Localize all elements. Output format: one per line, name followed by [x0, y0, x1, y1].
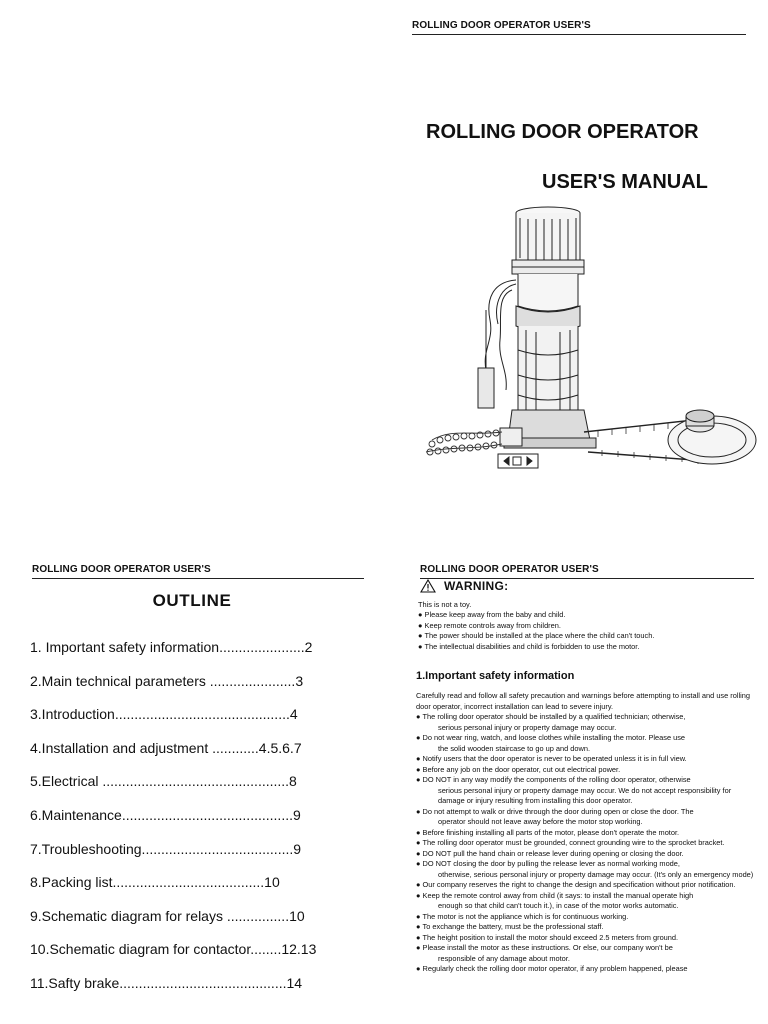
toc-item[interactable]: 2.Main technical parameters ......................3	[30, 672, 304, 689]
safety-item: ● Do not wear ring, watch, and loose clothes while installing the motor. Please use the solid wooden staircase to go up and down.	[416, 733, 758, 754]
safety-item: ● DO NOT closing the door by pulling the release lever as normal working mode, otherwise, serious personal injury or property damage may occur. (It's only an emergency mode)	[416, 859, 758, 880]
safety-page	[384, 548, 768, 1024]
safety-item: ● The rolling door operator should be installed by a qualified technician; otherwise, serious personal injury or property damage may occur.	[416, 712, 758, 733]
safety-intro: Carefully read and follow all safety precaution and warnings before attempting to install and use rolling door operator, incorrect installation can lead to severe injury.	[416, 691, 751, 711]
safety-item: ● Before finishing installing all parts of the motor, please don't operate the motor.	[416, 828, 758, 839]
toc-item[interactable]: 8.Packing list.......................................10	[30, 874, 280, 891]
warning-triangle-icon	[420, 579, 436, 593]
safety-item: ● Notify users that the door operator is never to be operated unless it is in full view.	[416, 754, 758, 765]
warning-list	[418, 600, 758, 652]
outline-heading: OUTLINE	[152, 591, 232, 610]
toc-item[interactable]: 10.Schematic diagram for contactor........12.13	[30, 941, 317, 958]
safety-item: ● Keep the remote control away from child (it says: to install the manual operate high enough so that child can't touch it.), in case of the motor works automatic.	[416, 891, 758, 912]
warning-bullet: ● The power should be installed at the place where the child can't touch.	[418, 631, 758, 641]
safety-item: ● DO NOT pull the hand chain or release lever during opening or closing the door.	[416, 849, 758, 860]
warning-bullet: ● Please keep away from the baby and child.	[418, 610, 758, 620]
toc-item[interactable]: 3.Introduction.............................................4	[30, 706, 298, 723]
safety-item: ● Please install the motor as these instructions. Or else, our company won't be responsible of any damage about motor.	[416, 943, 758, 964]
warning-title: WARNING:	[444, 579, 509, 593]
safety-item: ● Do not attempt to walk or drive through the door during open or close the door. The operator should not leave away before the motor stop working.	[416, 807, 758, 828]
toc-item[interactable]: 6.Maintenance............................................9	[30, 806, 301, 823]
safety-item: ● To exchange the battery, must be the professional staff.	[416, 922, 758, 933]
cover-page	[384, 0, 768, 520]
safety-list	[416, 691, 758, 975]
safety-item: ● Our company reserves the right to change the design and specification without prior notification.	[416, 880, 758, 891]
rolling-door-motor-illustration	[412, 200, 764, 470]
safety-item: ● The rolling door operator must be grounded, connect grounding wire to the sprocket bracket.	[416, 838, 758, 849]
safety-item: ● Regularly check the rolling door motor operator, if any problem happened, please	[416, 964, 758, 975]
cover-title-line1: ROLLING DOOR OPERATOR	[426, 121, 699, 143]
section-title: 1.Important safety information	[416, 670, 575, 682]
safety-item: ● DO NOT in any way modify the components of the rolling door operator, otherwise serious personal injury or property damage may occur. We do not accept responsibility for damage or injury resulting from installing this door operator.	[416, 775, 758, 807]
safety-item: ● The motor is not the appliance which is for continuous working.	[416, 912, 758, 923]
running-head: ROLLING DOOR OPERATOR USER'S	[32, 564, 364, 579]
running-head: ROLLING DOOR OPERATOR USER'S	[420, 564, 754, 579]
toc-item[interactable]: 4.Installation and adjustment ............4.5.6.7	[30, 739, 302, 756]
cover-title-line2: USER'S MANUAL	[542, 171, 708, 193]
toc-item[interactable]: 1. Important safety information......................2	[30, 639, 313, 655]
warning-bullet: ● Keep remote controls away from children.	[418, 621, 758, 631]
toc-item[interactable]: 5.Electrical ................................................8	[30, 773, 297, 790]
warning-bullet: ● The intellectual disabilities and child is forbidden to use the motor.	[418, 642, 758, 652]
toc-item[interactable]: 9.Schematic diagram for relays ................10	[30, 907, 305, 924]
running-head: ROLLING DOOR OPERATOR USER'S	[412, 20, 746, 35]
warning-header	[420, 579, 508, 593]
safety-item: ● Before any job on the door operator, cut out electrical power.	[416, 765, 758, 776]
table-of-contents	[30, 638, 344, 1008]
toc-item[interactable]: 7.Troubleshooting.......................................9	[30, 840, 302, 857]
toc-item[interactable]: 11.Safty brake...........................................14	[30, 974, 303, 991]
warning-intro: This is not a toy.	[418, 600, 472, 609]
outline-page	[0, 548, 384, 1024]
safety-item: ● The height position to install the motor should exceed 2.5 meters from ground.	[416, 933, 758, 944]
